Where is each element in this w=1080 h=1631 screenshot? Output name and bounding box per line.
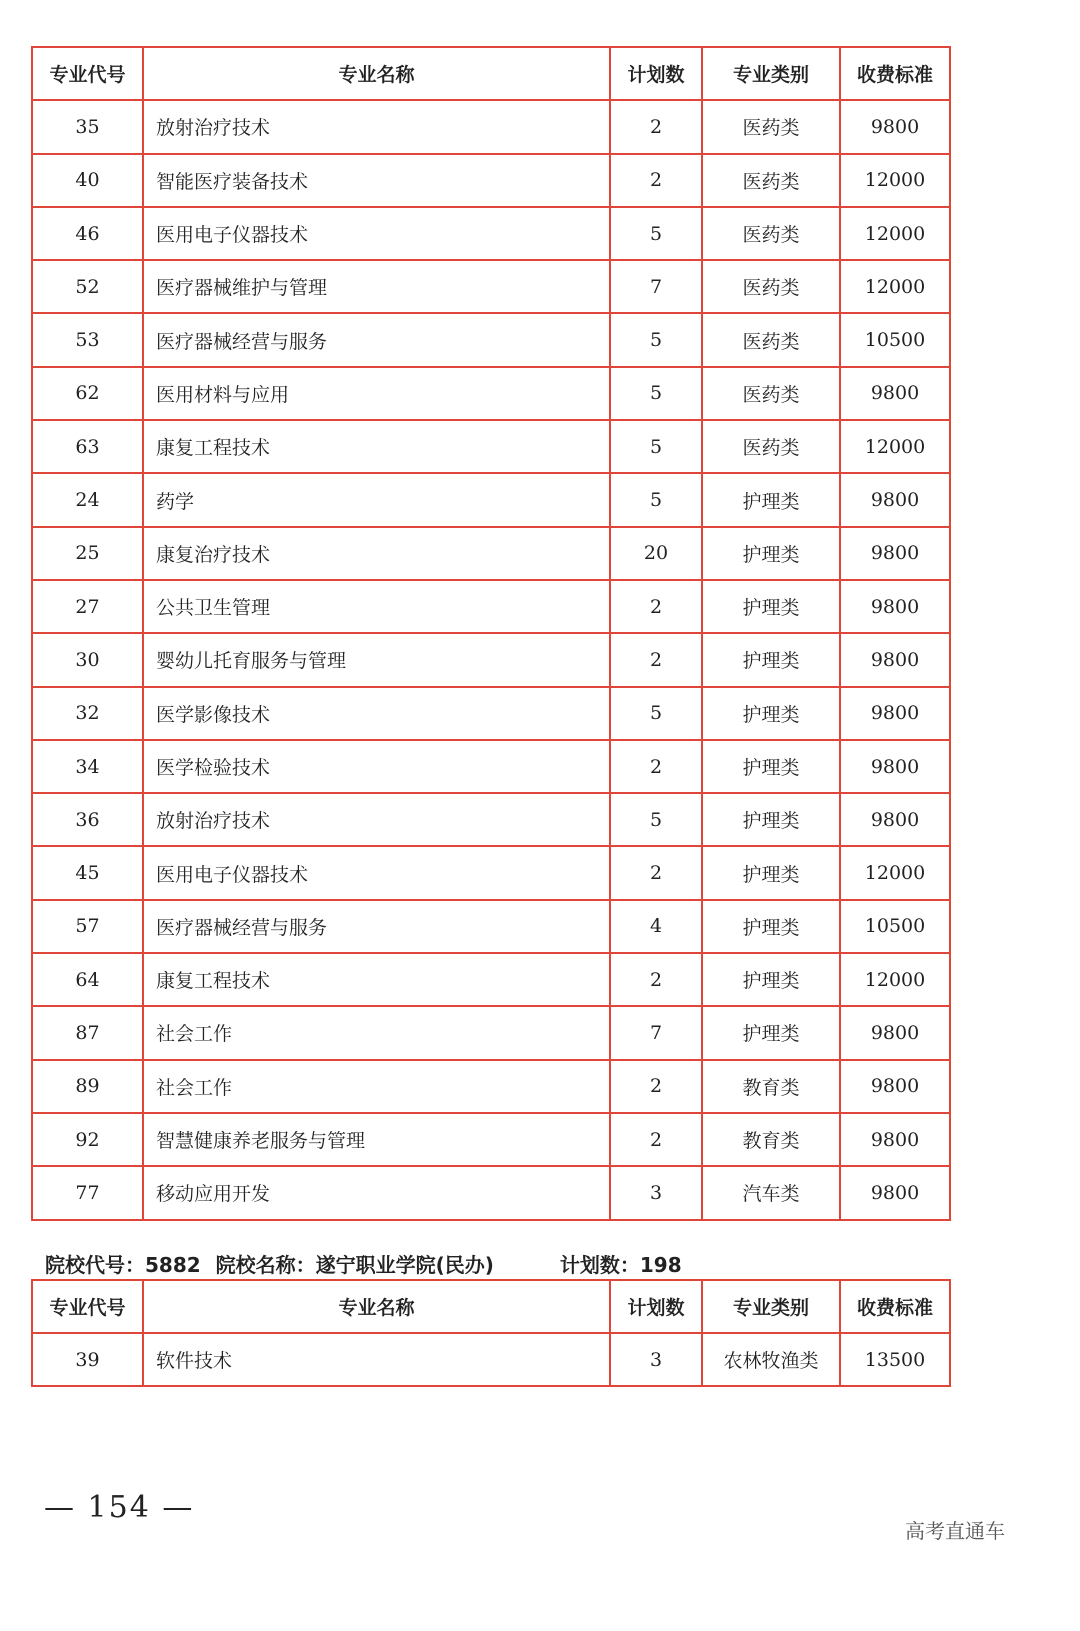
table-header-row [32,47,950,100]
cell-major-name: 公共卫生管理 [143,580,610,633]
cell-major-code: 32 [32,687,143,740]
major-table-2 [31,1279,951,1387]
cell-tuition: 12000 [840,953,950,1006]
table-row [32,846,950,899]
cell-major-name: 智能医疗装备技术 [143,154,610,207]
cell-major-category: 医药类 [702,420,840,473]
cell-major-category: 护理类 [702,687,840,740]
cell-plan-count: 2 [610,633,702,686]
cell-major-code: 87 [32,1006,143,1059]
table-row [32,527,950,580]
header-tuition: 收费标准 [840,47,950,100]
cell-major-name: 放射治疗技术 [143,793,610,846]
cell-plan-count: 7 [610,260,702,313]
cell-major-category: 教育类 [702,1113,840,1166]
cell-major-category: 教育类 [702,1060,840,1113]
cell-major-name: 医用电子仪器技术 [143,846,610,899]
cell-plan-count: 5 [610,420,702,473]
table-row [32,953,950,1006]
cell-major-name: 智慧健康养老服务与管理 [143,1113,610,1166]
cell-plan-count: 5 [610,367,702,420]
cell-tuition: 12000 [840,207,950,260]
cell-major-code: 40 [32,154,143,207]
cell-tuition: 9800 [840,740,950,793]
cell-major-category: 护理类 [702,1006,840,1059]
cell-plan-count: 2 [610,1060,702,1113]
cell-tuition: 9800 [840,367,950,420]
cell-major-name: 社会工作 [143,1006,610,1059]
cell-major-category: 护理类 [702,793,840,846]
cell-major-category: 医药类 [702,100,840,153]
cell-plan-count: 2 [610,100,702,153]
cell-major-name: 康复工程技术 [143,953,610,1006]
table-row [32,1006,950,1059]
school-code: 院校代号：5882 [45,1253,201,1277]
cell-major-code: 34 [32,740,143,793]
cell-tuition: 9800 [840,473,950,526]
header-major-code: 专业代号 [32,47,143,100]
cell-plan-count: 5 [610,687,702,740]
header-tuition: 收费标准 [840,1280,950,1333]
cell-major-category: 医药类 [702,207,840,260]
cell-major-name: 婴幼儿托育服务与管理 [143,633,610,686]
cell-plan-count: 4 [610,900,702,953]
cell-major-code: 53 [32,313,143,366]
page-number: — 154 — [44,1490,195,1525]
table-row [32,687,950,740]
cell-major-name: 康复治疗技术 [143,527,610,580]
cell-major-code: 52 [32,260,143,313]
table-row [32,580,950,633]
cell-plan-count: 2 [610,846,702,899]
cell-major-name: 软件技术 [143,1333,610,1386]
cell-major-code: 62 [32,367,143,420]
cell-tuition: 9800 [840,633,950,686]
cell-tuition: 12000 [840,260,950,313]
table-row [32,473,950,526]
table-row [32,420,950,473]
cell-major-name: 康复工程技术 [143,420,610,473]
cell-tuition: 10500 [840,900,950,953]
cell-major-name: 医用电子仪器技术 [143,207,610,260]
cell-tuition: 10500 [840,313,950,366]
table-row [32,633,950,686]
cell-major-code: 64 [32,953,143,1006]
cell-major-category: 医药类 [702,260,840,313]
cell-major-code: 27 [32,580,143,633]
cell-major-category: 护理类 [702,527,840,580]
cell-plan-count: 5 [610,473,702,526]
table-header-row [32,1280,950,1333]
table-row [32,1113,950,1166]
cell-major-code: 30 [32,633,143,686]
table-row [32,154,950,207]
cell-tuition: 9800 [840,1166,950,1219]
header-plan-count: 计划数 [610,1280,702,1333]
cell-major-name: 医学检验技术 [143,740,610,793]
cell-tuition: 13500 [840,1333,950,1386]
cell-plan-count: 2 [610,1113,702,1166]
cell-plan-count: 2 [610,580,702,633]
cell-major-code: 45 [32,846,143,899]
table-row [32,207,950,260]
table-row [32,1060,950,1113]
cell-tuition: 12000 [840,420,950,473]
cell-tuition: 9800 [840,580,950,633]
cell-major-name: 医疗器械维护与管理 [143,260,610,313]
cell-major-category: 农林牧渔类 [702,1333,840,1386]
cell-plan-count: 3 [610,1333,702,1386]
cell-major-category: 医药类 [702,367,840,420]
cell-tuition: 9800 [840,527,950,580]
cell-major-category: 医药类 [702,313,840,366]
cell-major-category: 护理类 [702,633,840,686]
cell-tuition: 9800 [840,1006,950,1059]
cell-major-category: 汽车类 [702,1166,840,1219]
cell-major-category: 护理类 [702,846,840,899]
cell-tuition: 9800 [840,1060,950,1113]
cell-tuition: 9800 [840,793,950,846]
cell-plan-count: 5 [610,313,702,366]
table-row [32,1333,950,1386]
cell-tuition: 9800 [840,687,950,740]
school-plan-count: 计划数：198 [559,1253,682,1277]
table-row [32,793,950,846]
cell-plan-count: 5 [610,793,702,846]
header-major-name: 专业名称 [143,1280,610,1333]
cell-major-category: 医药类 [702,154,840,207]
cell-major-name: 医用材料与应用 [143,367,610,420]
cell-tuition: 9800 [840,1113,950,1166]
cell-plan-count: 3 [610,1166,702,1219]
cell-plan-count: 5 [610,207,702,260]
cell-tuition: 9800 [840,100,950,153]
cell-major-code: 39 [32,1333,143,1386]
table-row [32,1166,950,1219]
header-major-name: 专业名称 [143,47,610,100]
table-row [32,740,950,793]
cell-tuition: 12000 [840,154,950,207]
table-row [32,313,950,366]
header-major-code: 专业代号 [32,1280,143,1333]
cell-major-code: 46 [32,207,143,260]
cell-plan-count: 2 [610,740,702,793]
cell-major-code: 35 [32,100,143,153]
cell-major-name: 医学影像技术 [143,687,610,740]
cell-plan-count: 20 [610,527,702,580]
header-major-category: 专业类别 [702,1280,840,1333]
cell-major-code: 77 [32,1166,143,1219]
school-name: 院校名称：遂宁职业学院(民办) [215,1253,494,1277]
cell-major-code: 92 [32,1113,143,1166]
major-table [31,46,951,1221]
header-major-category: 专业类别 [702,47,840,100]
cell-major-category: 护理类 [702,580,840,633]
cell-plan-count: 2 [610,953,702,1006]
school-info-line [45,1250,682,1280]
cell-major-name: 移动应用开发 [143,1166,610,1219]
cell-plan-count: 2 [610,154,702,207]
cell-major-code: 89 [32,1060,143,1113]
cell-major-category: 护理类 [702,900,840,953]
cell-plan-count: 7 [610,1006,702,1059]
cell-major-category: 护理类 [702,473,840,526]
cell-major-code: 24 [32,473,143,526]
cell-major-code: 63 [32,420,143,473]
cell-major-category: 护理类 [702,953,840,1006]
cell-major-name: 社会工作 [143,1060,610,1113]
table-row [32,367,950,420]
cell-major-name: 药学 [143,473,610,526]
cell-major-code: 36 [32,793,143,846]
table-row [32,900,950,953]
cell-major-name: 医疗器械经营与服务 [143,313,610,366]
table-row [32,100,950,153]
cell-major-name: 放射治疗技术 [143,100,610,153]
cell-major-code: 25 [32,527,143,580]
cell-tuition: 12000 [840,846,950,899]
cell-major-name: 医疗器械经营与服务 [143,900,610,953]
table-row [32,260,950,313]
watermark-text: 高考直通车 [905,1519,1005,1543]
cell-major-code: 57 [32,900,143,953]
header-plan-count: 计划数 [610,47,702,100]
cell-major-category: 护理类 [702,740,840,793]
